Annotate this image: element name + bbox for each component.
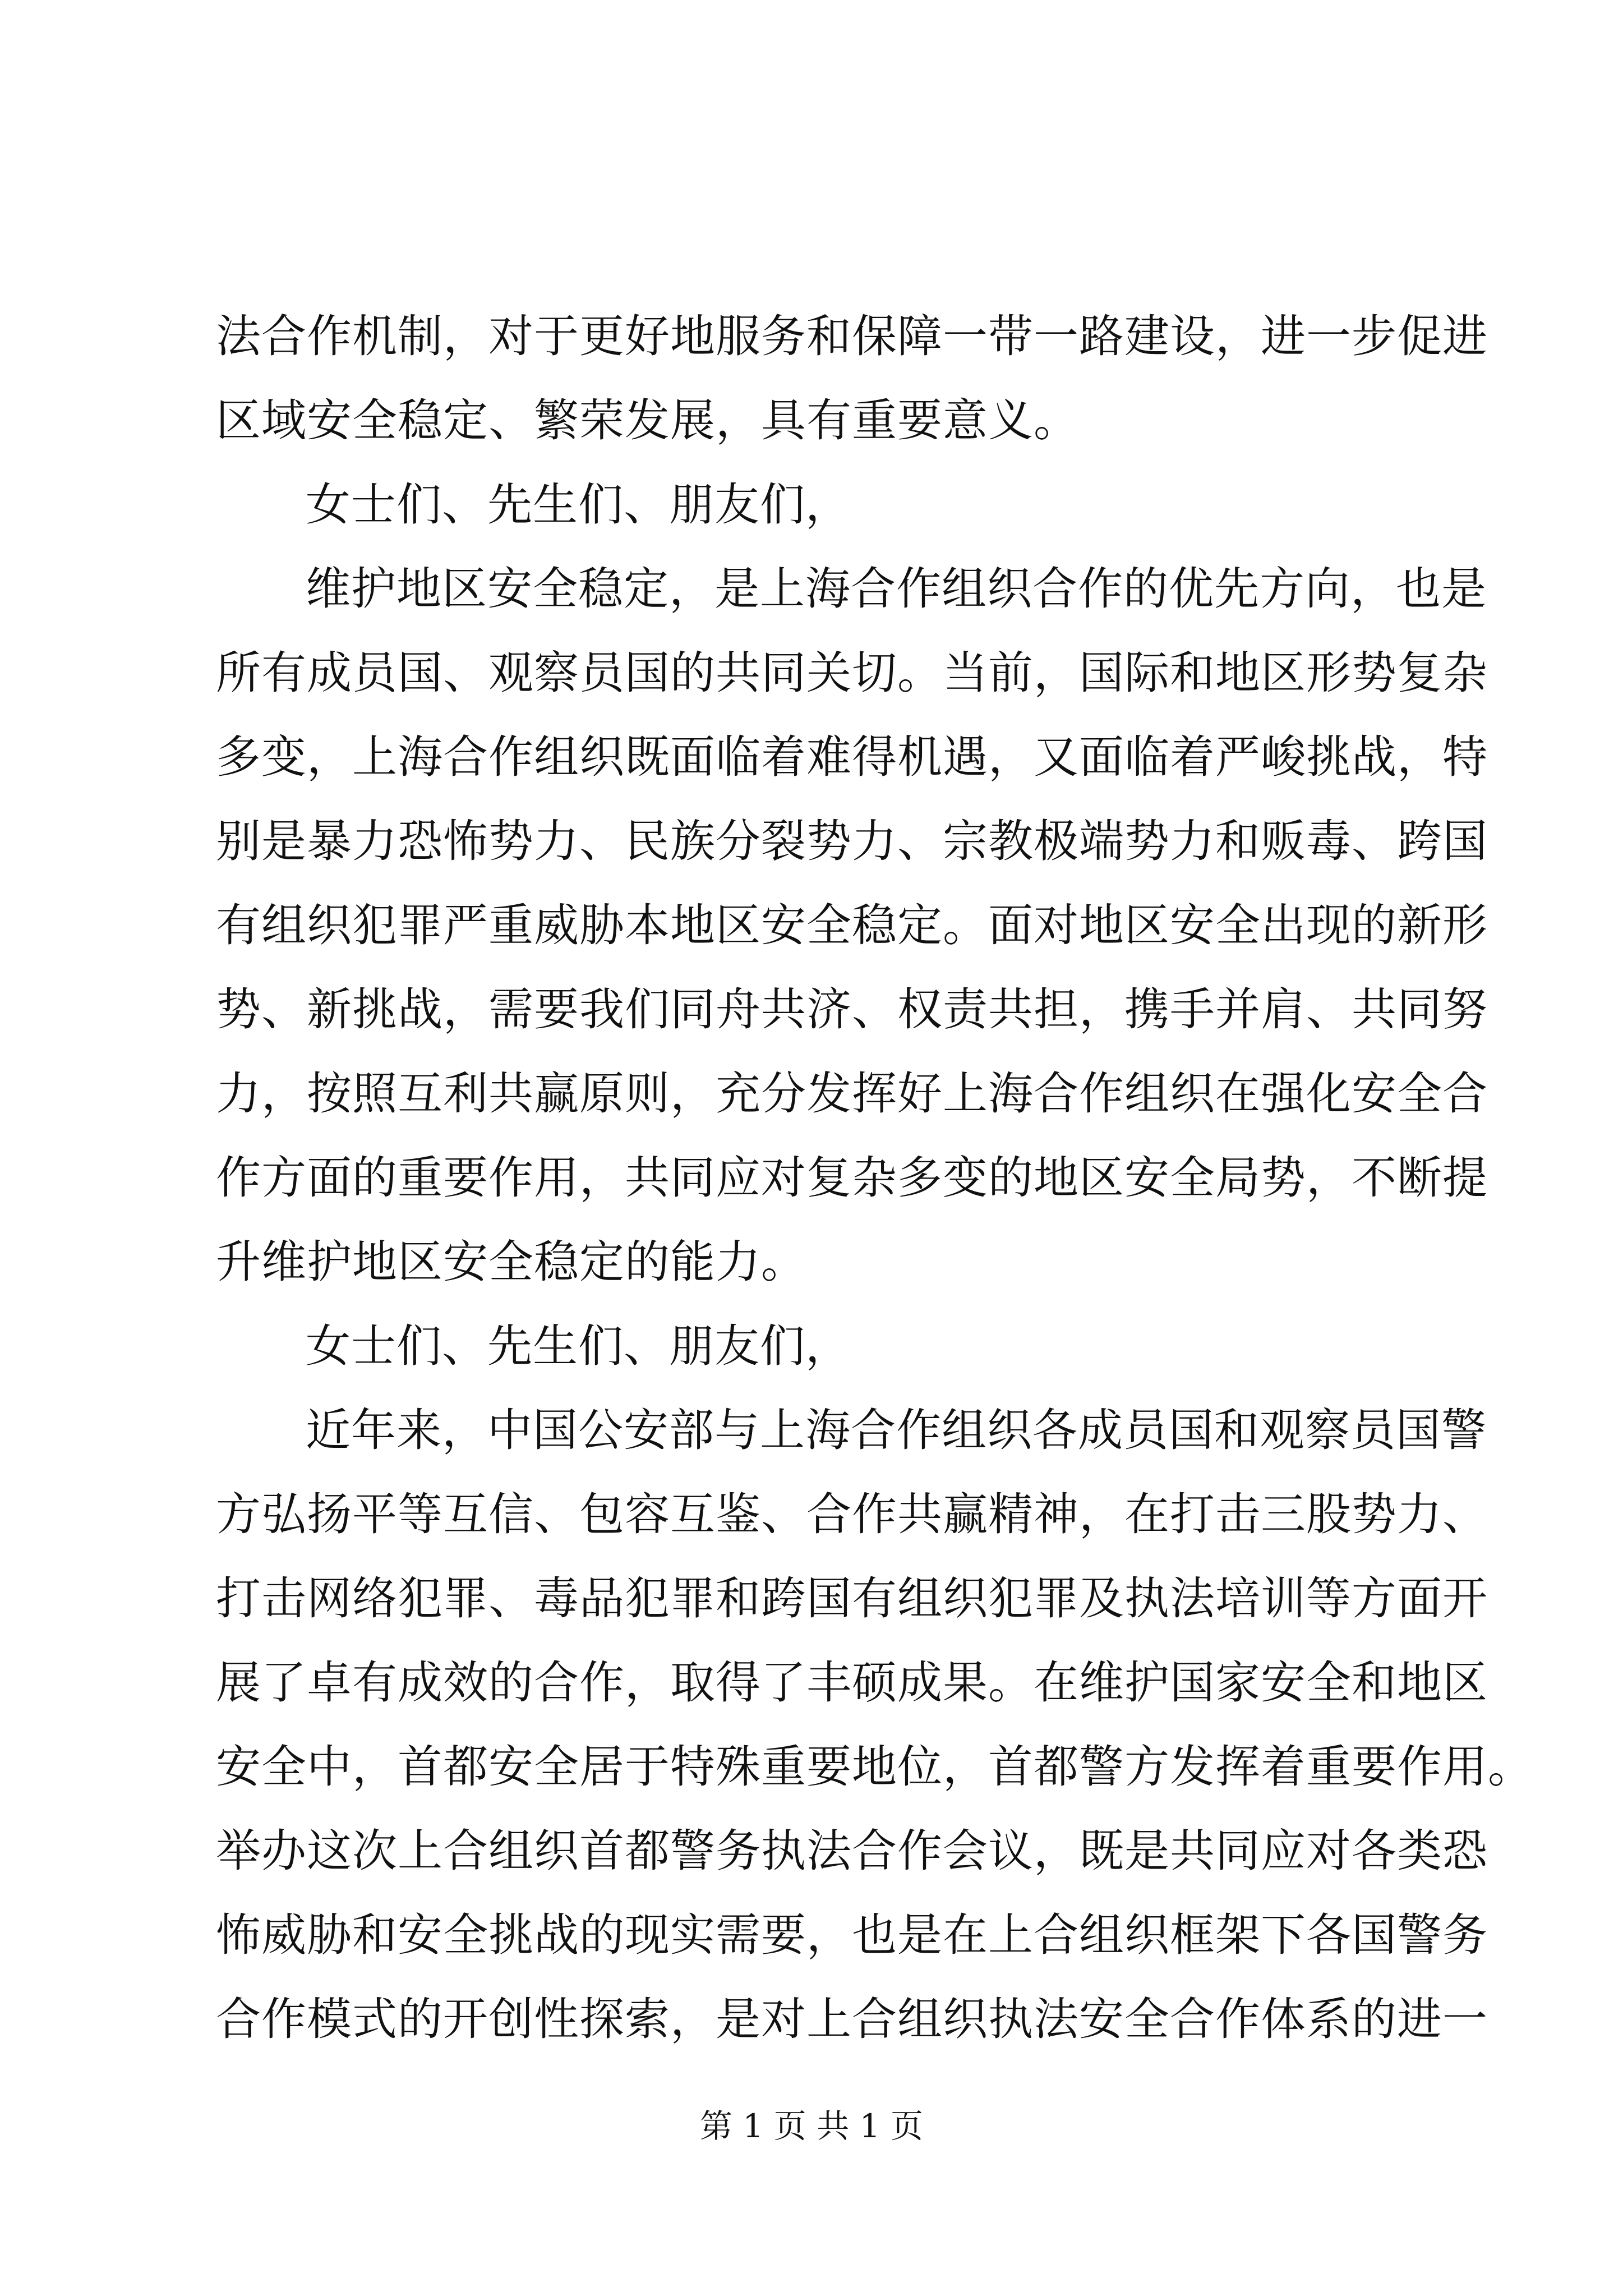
text-line: 区域安全稳定、繁荣发展，具有重要意义。 — [216, 394, 1079, 447]
page-number-label: 第 1 页 共 1 页 — [700, 2107, 923, 2145]
text-line: 打击网络犯罪、毒品犯罪和跨国有组织犯罪及执法培训等方面开 — [216, 1572, 1488, 1625]
text-line: 合作模式的开创性探索，是对上合组织执法安全合作体系的进一 — [216, 1993, 1488, 2045]
text-line: 怖威胁和安全挑战的现实需要，也是在上合组织框架下各国警务 — [216, 1909, 1488, 1961]
paragraph-first-line: 维护地区安全稳定，是上海合作组织合作的优先方向，也是 — [306, 563, 1487, 615]
text-line: 别是暴力恐怖势力、民族分裂势力、宗教极端势力和贩毒、跨国 — [216, 815, 1488, 867]
text-line: 展了卓有成效的合作，取得了丰硕成果。在维护国家安全和地区 — [216, 1657, 1488, 1709]
text-line: 多变，上海合作组织既面临着难得机遇，又面临着严峻挑战，特 — [216, 731, 1488, 783]
text-line: 力，按照互利共赢原则，充分发挥好上海合作组织在强化安全合 — [216, 1068, 1488, 1120]
text-line: 有组织犯罪严重威胁本地区安全稳定。面对地区安全出现的新形 — [216, 899, 1488, 951]
salutation-line: 女士们、先生们、朋友们， — [306, 478, 851, 531]
text-line: 法合作机制，对于更好地服务和保障一带一路建设，进一步促进 — [216, 310, 1488, 362]
text-line: 作方面的重要作用，共同应对复杂多变的地区安全局势，不断提 — [216, 1152, 1488, 1204]
text-line: 举办这次上合组织首都警务执法合作会议，既是共同应对各类恐 — [216, 1825, 1488, 1877]
page-footer — [0, 2104, 1623, 2148]
document-body — [216, 295, 1533, 2062]
text-line: 方弘扬平等互信、包容互鉴、合作共赢精神，在打击三股势力、 — [216, 1488, 1488, 1540]
text-line: 所有成员国、观察员国的共同关切。当前，国际和地区形势复杂 — [216, 647, 1488, 699]
paragraph-first-line: 近年来，中国公安部与上海合作组织各成员国和观察员国警 — [306, 1404, 1487, 1456]
text-line: 升维护地区安全稳定的能力。 — [216, 1236, 806, 1288]
salutation-line: 女士们、先生们、朋友们， — [306, 1320, 851, 1372]
text-line: 安全中，首都安全居于特殊重要地位，首都警方发挥着重要作用。 — [216, 1741, 1533, 1793]
text-line: 势、新挑战，需要我们同舟共济、权责共担，携手并肩、共同努 — [216, 983, 1488, 1036]
